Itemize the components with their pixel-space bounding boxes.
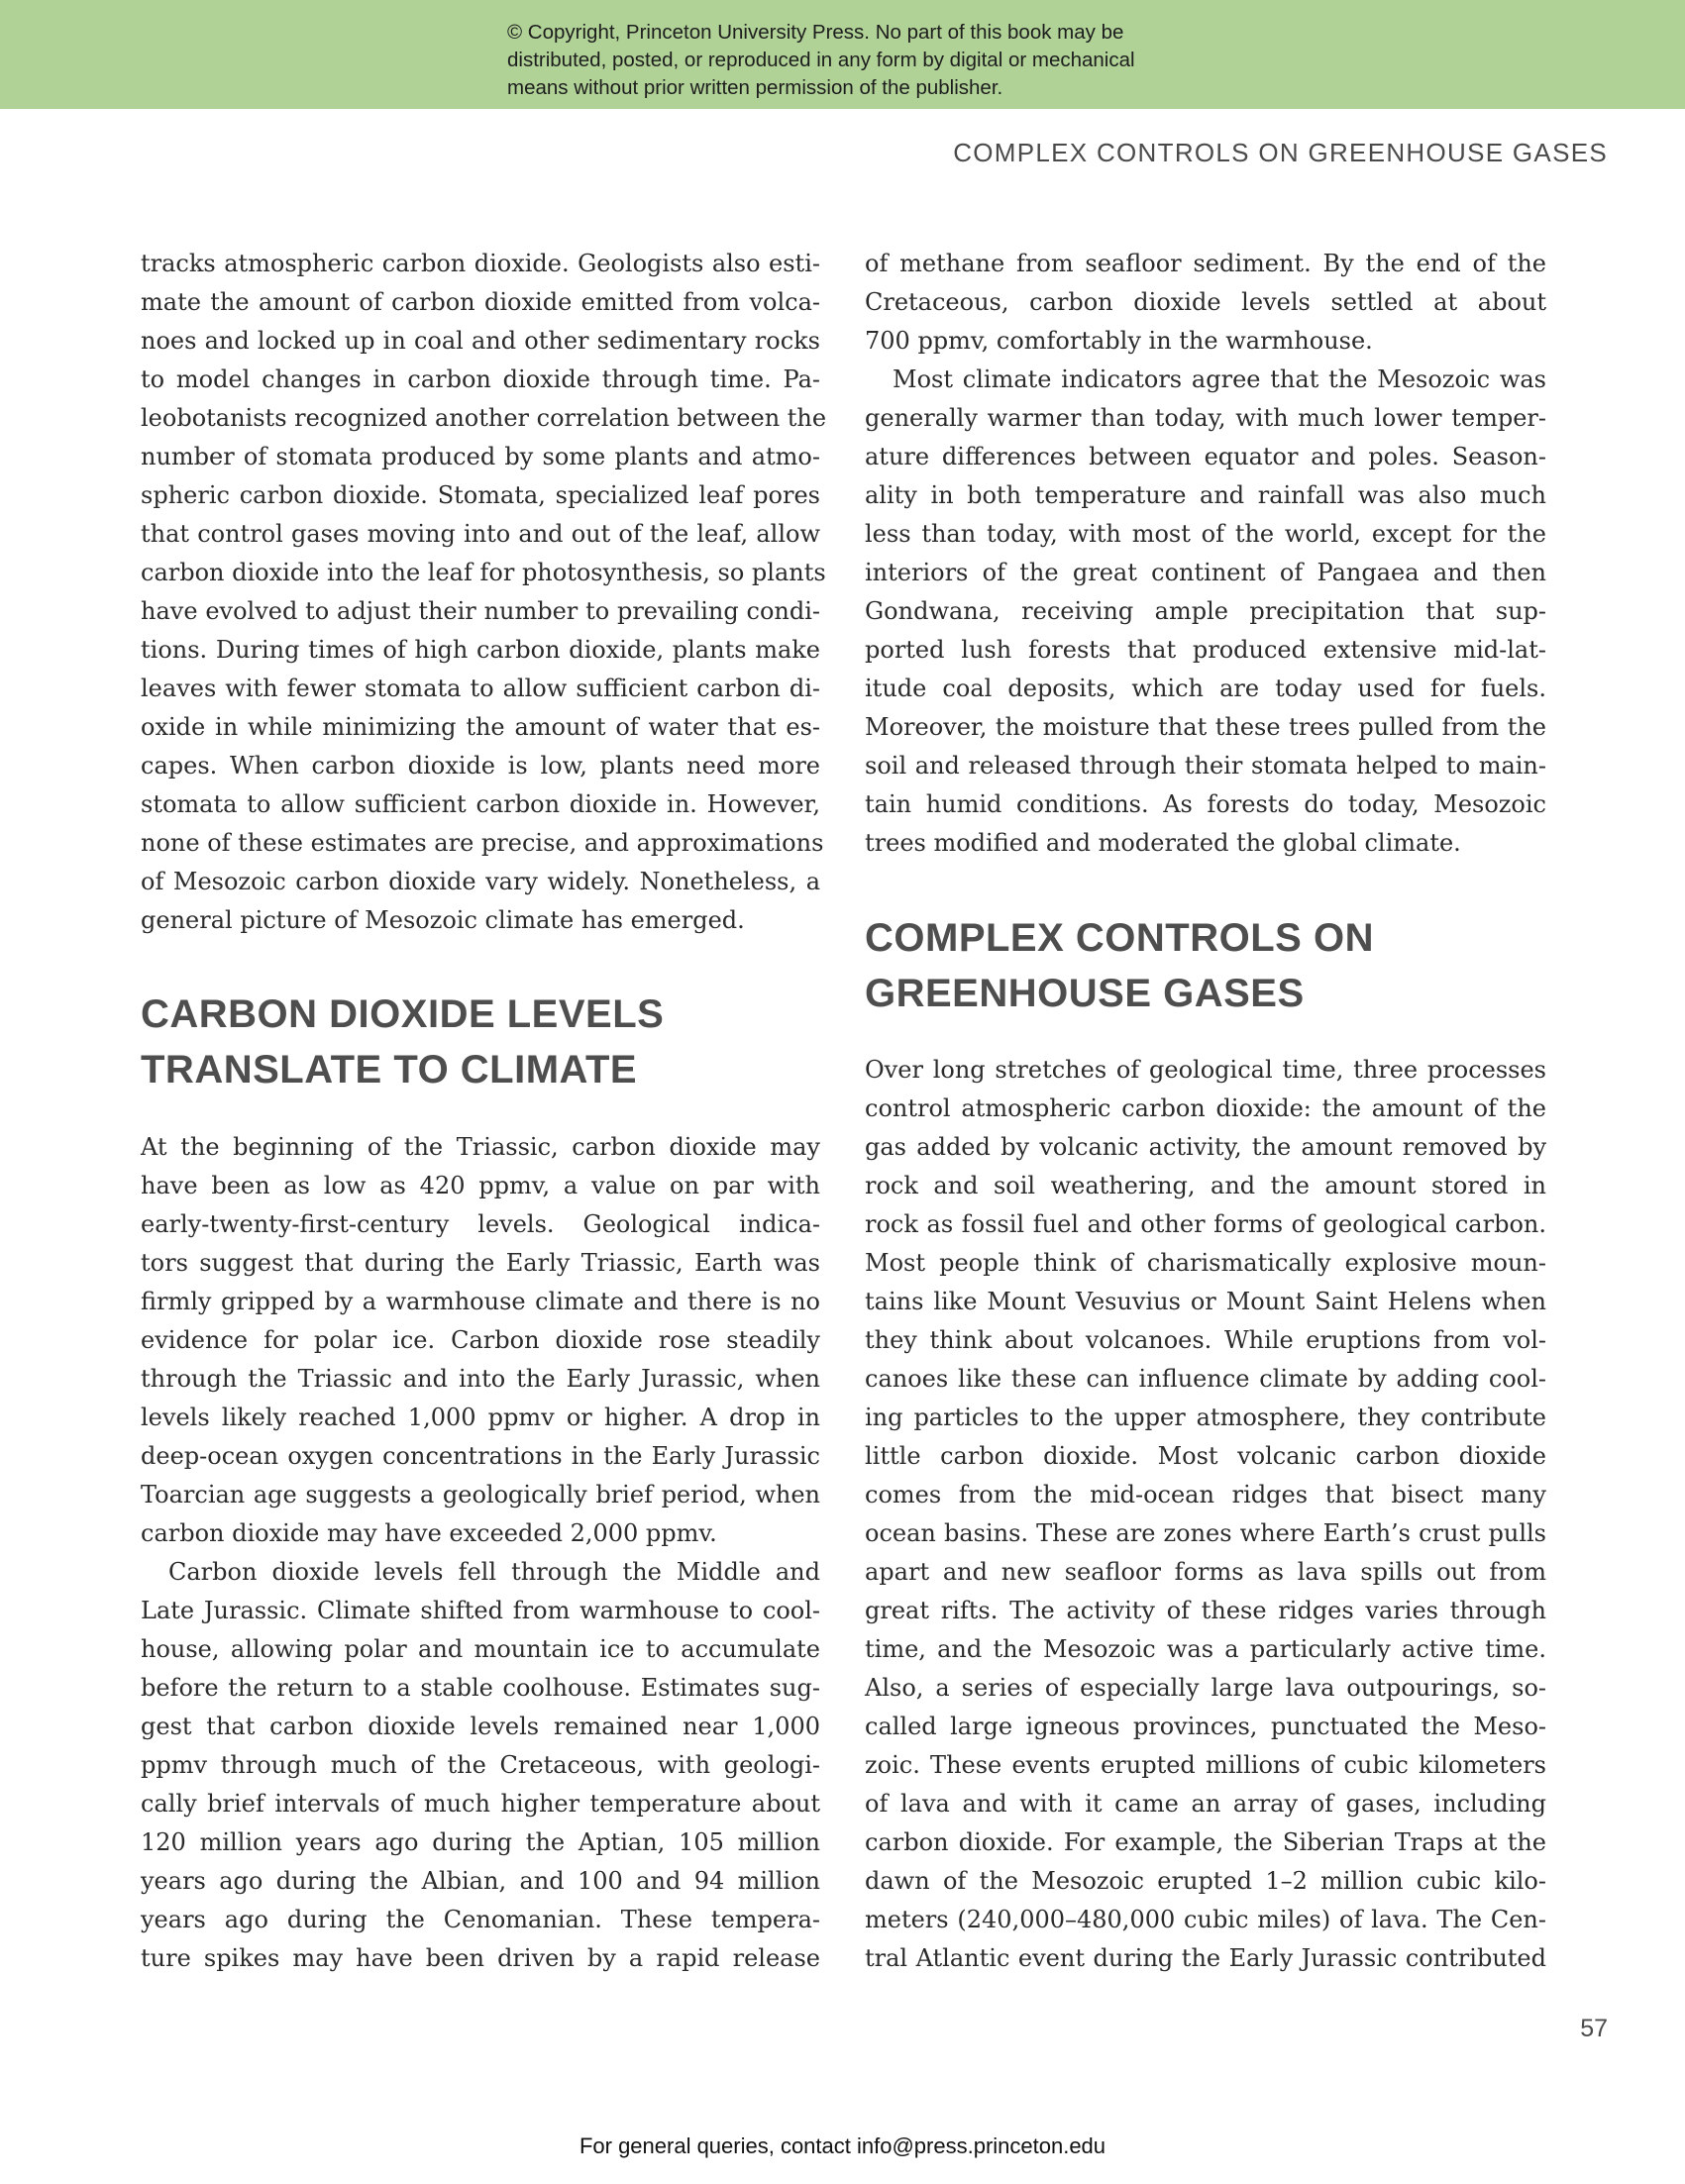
text-line: generally warmer than today, with much lower temper- bbox=[865, 404, 1546, 432]
text-line: called large igneous provinces, punctuated the Meso- bbox=[865, 1713, 1546, 1740]
text-line: canoes like these can influence climate by adding cool- bbox=[865, 1365, 1546, 1393]
text-line: Moreover, the moisture that these trees pulled from the bbox=[865, 713, 1546, 741]
text-line: Toarcian age suggests a geologically brief period, when bbox=[141, 1481, 820, 1508]
copyright-notice bbox=[507, 19, 1260, 102]
text-line: ing particles to the upper atmosphere, they contribute bbox=[865, 1404, 1546, 1431]
paragraph bbox=[141, 245, 827, 940]
heading-line: CARBON DIOXIDE LEVELS bbox=[141, 992, 665, 1036]
text-line: carbon dioxide into the leaf for photosynthesis, so plants bbox=[141, 559, 826, 586]
text-line: zoic. These events erupted millions of cubic kilometers bbox=[865, 1751, 1546, 1779]
text-line: have been as low as 420 ppmv, a value on par with bbox=[141, 1172, 820, 1199]
text-line: gest that carbon dioxide levels remained near 1,000 bbox=[141, 1713, 820, 1740]
text-line: At the beginning of the Triassic, carbon dioxide may bbox=[141, 1133, 820, 1161]
text-line: spheric carbon dioxide. Stomata, specialized leaf pores bbox=[141, 481, 820, 509]
text-line: cally brief intervals of much higher temperature about bbox=[141, 1790, 820, 1818]
text-line: ppmv through much of the Cretaceous, with geologi- bbox=[141, 1751, 820, 1779]
page-number: 57 bbox=[1580, 2015, 1608, 2042]
text-line: 700 ppmv, comfortably in the warmhouse. bbox=[865, 327, 1373, 355]
text-line: gas added by volcanic activity, the amount removed by bbox=[865, 1133, 1546, 1161]
text-line: years ago during the Albian, and 100 and 94 million bbox=[141, 1867, 820, 1895]
text-line: tain humid conditions. As forests do today, Mesozoic bbox=[865, 790, 1546, 818]
text-line: rock as fossil fuel and other forms of geological carbon. bbox=[865, 1210, 1546, 1238]
text-line: time, and the Mesozoic was a particularly active time. bbox=[865, 1635, 1546, 1663]
text-line: Also, a series of especially large lava outpourings, so- bbox=[865, 1674, 1546, 1702]
text-line: control atmospheric carbon dioxide: the amount of the bbox=[865, 1094, 1546, 1122]
text-line: they think about volcanoes. While eruptions from vol- bbox=[865, 1326, 1546, 1354]
text-line: Most climate indicators agree that the Mesozoic was bbox=[893, 365, 1546, 393]
paragraph bbox=[865, 1051, 1546, 1978]
text-line: Most people think of charismatically explosive moun- bbox=[865, 1249, 1546, 1277]
text-line: capes. When carbon dioxide is low, plants need more bbox=[141, 752, 820, 780]
text-line: ocean basins. These are zones where Earth’s crust pulls bbox=[865, 1519, 1546, 1547]
text-line: tains like Mount Vesuvius or Mount Saint Helens when bbox=[865, 1288, 1546, 1315]
text-line: evidence for polar ice. Carbon dioxide rose steadily bbox=[141, 1326, 820, 1354]
text-line: house, allowing polar and mountain ice to accumulate bbox=[141, 1635, 820, 1663]
text-line: Carbon dioxide levels fell through the Middle and bbox=[168, 1558, 820, 1586]
text-line: little carbon dioxide. Most volcanic carbon dioxide bbox=[865, 1442, 1546, 1470]
heading-line: TRANSLATE TO CLIMATE bbox=[141, 1048, 638, 1092]
text-line: of Mesozoic carbon dioxide vary widely. Nonetheless, a bbox=[141, 868, 820, 895]
text-line: leobotanists recognized another correlation between the bbox=[141, 404, 827, 432]
text-line: oxide in while minimizing the amount of water that es- bbox=[141, 713, 820, 741]
copyright-banner bbox=[0, 0, 1685, 109]
text-line: itude coal deposits, which are today used for fuels. bbox=[865, 675, 1546, 702]
text-line: tral Atlantic event during the Early Jurassic contributed bbox=[865, 1944, 1546, 1972]
copyright-line: means without prior written permission of the publisher. bbox=[507, 76, 1003, 99]
running-head: COMPLEX CONTROLS ON GREENHOUSE GASES bbox=[953, 138, 1608, 167]
text-line: deep-ocean oxygen concentrations in the Early Jurassic bbox=[141, 1442, 820, 1470]
heading-line: COMPLEX CONTROLS ON bbox=[865, 916, 1374, 960]
text-line: years ago during the Cenomanian. These tempera- bbox=[141, 1906, 820, 1933]
copyright-line: © Copyright, Princeton University Press. No part of this book may be bbox=[507, 21, 1124, 44]
heading-line: GREENHOUSE GASES bbox=[865, 972, 1305, 1015]
text-line: rock and soil weathering, and the amount stored in bbox=[865, 1172, 1546, 1199]
section-heading bbox=[141, 987, 664, 1097]
text-line: Cretaceous, carbon dioxide levels settled at about bbox=[865, 288, 1546, 316]
text-line: early-twenty-first-century levels. Geological indica- bbox=[141, 1210, 820, 1238]
paragraph bbox=[141, 1128, 820, 1978]
text-line: soil and released through their stomata helped to main- bbox=[865, 752, 1546, 780]
text-line: number of stomata produced by some plants and atmo- bbox=[141, 443, 820, 470]
section-heading bbox=[865, 910, 1374, 1021]
text-line: carbon dioxide may have exceeded 2,000 ppmv. bbox=[141, 1519, 717, 1547]
text-line: ality in both temperature and rainfall was also much bbox=[865, 481, 1546, 509]
text-line: none of these estimates are precise, and approximations bbox=[141, 829, 824, 857]
text-line: firmly gripped by a warmhouse climate and there is no bbox=[141, 1288, 820, 1315]
text-line: of lava and with it came an array of gases, including bbox=[865, 1790, 1546, 1818]
text-line: trees modified and moderated the global climate. bbox=[865, 829, 1461, 857]
footer-contact: For general queries, contact info@press.princeton.edu bbox=[579, 2133, 1106, 2158]
text-line: great rifts. The activity of these ridges varies through bbox=[865, 1597, 1546, 1624]
text-line: have evolved to adjust their number to prevailing condi- bbox=[141, 597, 820, 625]
text-line: Gondwana, receiving ample precipitation that sup- bbox=[865, 597, 1546, 625]
text-line: leaves with fewer stomata to allow sufficient carbon di- bbox=[141, 675, 820, 702]
text-line: tracks atmospheric carbon dioxide. Geologists also esti- bbox=[141, 250, 820, 277]
text-line: dawn of the Mesozoic erupted 1–2 million cubic kilo- bbox=[865, 1867, 1546, 1895]
text-line: of methane from seafloor sediment. By the end of the bbox=[865, 250, 1546, 277]
text-line: meters (240,000–480,000 cubic miles) of lava. The Cen- bbox=[865, 1906, 1546, 1933]
text-line: noes and locked up in coal and other sedimentary rocks bbox=[141, 327, 820, 355]
text-line: before the return to a stable coolhouse. Estimates sug- bbox=[141, 1674, 820, 1702]
text-line: levels likely reached 1,000 ppmv or higher. A drop in bbox=[141, 1404, 820, 1431]
text-line: Over long stretches of geological time, three processes bbox=[865, 1056, 1546, 1084]
copyright-line: distributed, posted, or reproduced in any form by digital or mechanical bbox=[507, 49, 1135, 71]
text-line: Late Jurassic. Climate shifted from warmhouse to cool- bbox=[141, 1597, 820, 1624]
text-line: stomata to allow sufficient carbon dioxide in. However, bbox=[141, 790, 820, 818]
text-line: tors suggest that during the Early Triassic, Earth was bbox=[141, 1249, 820, 1277]
text-line: ture spikes may have been driven by a rapid release bbox=[141, 1944, 820, 1972]
text-line: apart and new seafloor forms as lava spills out from bbox=[865, 1558, 1546, 1586]
text-line: ature differences between equator and poles. Season- bbox=[865, 443, 1546, 470]
text-line: mate the amount of carbon dioxide emitted from volca- bbox=[141, 288, 820, 316]
text-line: that control gases moving into and out of the leaf, allow bbox=[141, 520, 820, 548]
text-line: less than today, with most of the world, except for the bbox=[865, 520, 1546, 548]
text-line: carbon dioxide. For example, the Siberian Traps at the bbox=[865, 1828, 1546, 1856]
text-line: through the Triassic and into the Early Jurassic, when bbox=[141, 1365, 820, 1393]
text-line: general picture of Mesozoic climate has emerged. bbox=[141, 906, 745, 934]
text-line: to model changes in carbon dioxide through time. Pa- bbox=[141, 365, 820, 393]
text-line: ported lush forests that produced extensive mid-lat- bbox=[865, 636, 1546, 664]
text-line: 120 million years ago during the Aptian, 105 million bbox=[141, 1828, 820, 1856]
paragraph bbox=[865, 245, 1546, 863]
text-line: tions. During times of high carbon dioxide, plants make bbox=[141, 636, 820, 664]
text-line: interiors of the great continent of Pangaea and then bbox=[865, 559, 1546, 586]
text-line: comes from the mid-ocean ridges that bisect many bbox=[865, 1481, 1546, 1508]
